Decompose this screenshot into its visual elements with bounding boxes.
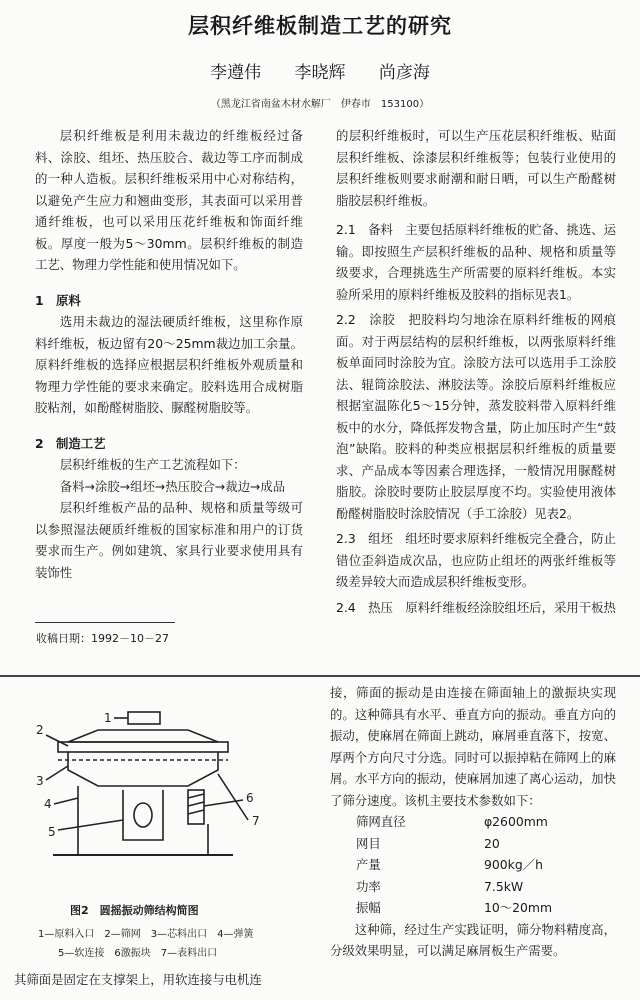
spec-row bbox=[356, 897, 552, 919]
section-2-text: 层积纤维板产品的品种、规格和质量等级可以参照湿法硬质纤维板的国家标准和用户的订货要求而生产。例如建筑、家具行业要求使用具有装饰性 bbox=[35, 500, 303, 580]
spec-row bbox=[356, 876, 552, 898]
spec-value: 10～20mm bbox=[484, 900, 553, 915]
figure-label-6: 6 bbox=[246, 791, 254, 805]
spec-label: 功率 bbox=[356, 878, 381, 894]
spec-row bbox=[356, 854, 552, 876]
section-2-4: 2.4 热压 原料纤维板经涂胶组坯后，采用干板热 bbox=[336, 599, 616, 615]
figure-legend-line-1: 1—原料入口 2—筛网 3—芯料出口 4—弹簧 bbox=[38, 929, 254, 940]
process-flow: 备料→涂胶→组坯→热压胶合→裁边→成品 bbox=[59, 478, 286, 494]
screen-description: 接，筛面的振动是由连接在筛面轴上的激振块实现的。这种筛具有水平、垂直方向的振动。垂直方向的振动，使麻屑在筛面上跳动，麻屑垂直落下，按宽、厚两个方向尺寸分选。同时可以振掉粘在筛网上的麻屑。水平方向的振动，使麻屑加速了离心运动，加快了筛分速度。该机主要技术参数如下： bbox=[330, 685, 616, 808]
section-2-2: 2.2 涂胶 把胶料均匀地涂在原料纤维板的网痕面。对于两层结构的层积纤维板，以两张原料纤维板单面同时涂胶为宜。涂胶方法可以选用手工涂胶法、辊筒涂胶法、淋胶法等。涂胶后原料纤维板应根据室温陈化5～15分钟，蒸发胶料带入原料纤维板中的水分，降低挥发物含量，防止加压时产生“鼓泡”缺陷。胶料的种类应根据层积纤维板的质量要求、产品成本等因素合理选择，一般情况用脲醛树脂胶。涂胶时要防止胶层厚度不均。实验使用液体酚醛树脂胶时涂胶情况（手工涂胶）见表2。 bbox=[336, 312, 616, 521]
section-2-1: 2.1 备料 主要包括原料纤维板的贮备、挑选、运输。即按照生产层积纤维板的品种、规格和质量等级要求，合理挑选生产所需要的原料纤维板。本实验所采用的原料纤维板及胶料的指标见表1。 bbox=[336, 222, 616, 302]
screen-frame-top bbox=[58, 742, 228, 752]
figure-legend-line-2: 5—软连接 6激振块 7—表料出口 bbox=[58, 948, 218, 959]
spec-label: 振幅 bbox=[356, 900, 381, 915]
footnote-rule bbox=[35, 622, 175, 623]
author-1: 李遵伟 bbox=[210, 63, 262, 83]
figure-label-7: 7 bbox=[252, 814, 260, 828]
lower-right-column bbox=[330, 682, 616, 962]
section-1-heading: 1 原料 bbox=[35, 292, 81, 308]
spec-table bbox=[356, 811, 552, 919]
spec-value: 7.5kW bbox=[484, 878, 524, 894]
spec-value: φ2600mm bbox=[484, 814, 548, 829]
figure-label-3: 3 bbox=[36, 774, 44, 788]
conclusion-text: 这种筛，经过生产实践证明，筛分物料精度高，分级效果明显，可以满足麻屑板生产需要。 bbox=[330, 921, 616, 958]
figure-caption: 图2 圆摇振动筛结构简图 bbox=[70, 904, 199, 917]
section-2-heading: 2 制造工艺 bbox=[35, 435, 106, 451]
spec-label: 网目 bbox=[356, 835, 381, 851]
bottom-left-text: 其筛面是固定在支撑架上，用软连接与电机连 bbox=[14, 972, 262, 987]
spec-label: 产量 bbox=[356, 857, 381, 872]
section-1-text: 选用未裁边的湿法硬质纤维板，这里称作原料纤维板，板边留有20～25mm裁边加工余量。原料纤维板的选择应根据层积纤维板外观质量和物理力学性能的要求来确定。胶料选用合成树脂胶粘剂，如酚醛树脂胶、脲醛树脂胶等。 bbox=[35, 314, 303, 415]
paper-title: 层积纤维板制造工艺的研究 bbox=[188, 14, 452, 38]
author-list bbox=[0, 58, 640, 83]
figure-label-2: 2 bbox=[36, 723, 44, 737]
intro-paragraph: 层积纤维板是利用未裁边的纤维板经过备料、涂胶、组坯、热压胶合、裁边等工序而制成的一种人造板。层积纤维板采用中心对称结构，以避免产生应力和翘曲变形，其表面可以采用普通纤维板，也可以采用压花纤维板和饰面纤维板。厚度一般为5～30mm。层积纤维板的制造工艺、物理力学性能和使用情况如下。 bbox=[35, 128, 303, 272]
upper-hood bbox=[68, 730, 218, 742]
lower-hood bbox=[68, 752, 218, 786]
section-2-intro: 层积纤维板的生产工艺流程如下： bbox=[59, 457, 246, 472]
spec-row bbox=[356, 833, 552, 855]
continued-paragraph: 的层积纤维板时，可以生产压花层积纤维板、贴面层积纤维板、涂漆层积纤维板等；包装行业使用的层积纤维板则要求耐潮和耐日晒，可以生产酚醛树脂胶层积纤维板。 bbox=[336, 128, 616, 208]
received-date: 收稿日期：1992－10－27 bbox=[36, 632, 169, 645]
spec-value: 20 bbox=[484, 835, 500, 851]
affiliation: （黑龙江省南盆木材水解厂 伊春市 153100） bbox=[210, 99, 430, 110]
page-divider bbox=[0, 675, 640, 677]
author-2: 李晓辉 bbox=[294, 63, 346, 83]
figure-label-1: 1 bbox=[104, 711, 112, 725]
raw-material-inlet bbox=[128, 712, 160, 724]
figure-label-5: 5 bbox=[48, 825, 56, 839]
vibrating-screen-diagram bbox=[28, 690, 298, 890]
figure-label-4: 4 bbox=[44, 797, 52, 811]
author-3: 尚彦海 bbox=[378, 63, 430, 83]
left-column bbox=[35, 125, 303, 583]
spec-value: 900kg／h bbox=[484, 857, 543, 872]
spec-label: 筛网直径 bbox=[356, 814, 406, 829]
spec-row bbox=[356, 811, 552, 833]
section-2-3: 2.3 组坯 组坯时要求原料纤维板完全叠合，防止错位歪斜造成次品，也应防止组坯的两张纤维板等级差异较大而造成层积纤维板变形。 bbox=[336, 531, 616, 589]
exciter-block bbox=[134, 803, 152, 827]
right-column bbox=[336, 125, 616, 618]
soft-connection bbox=[123, 790, 163, 840]
